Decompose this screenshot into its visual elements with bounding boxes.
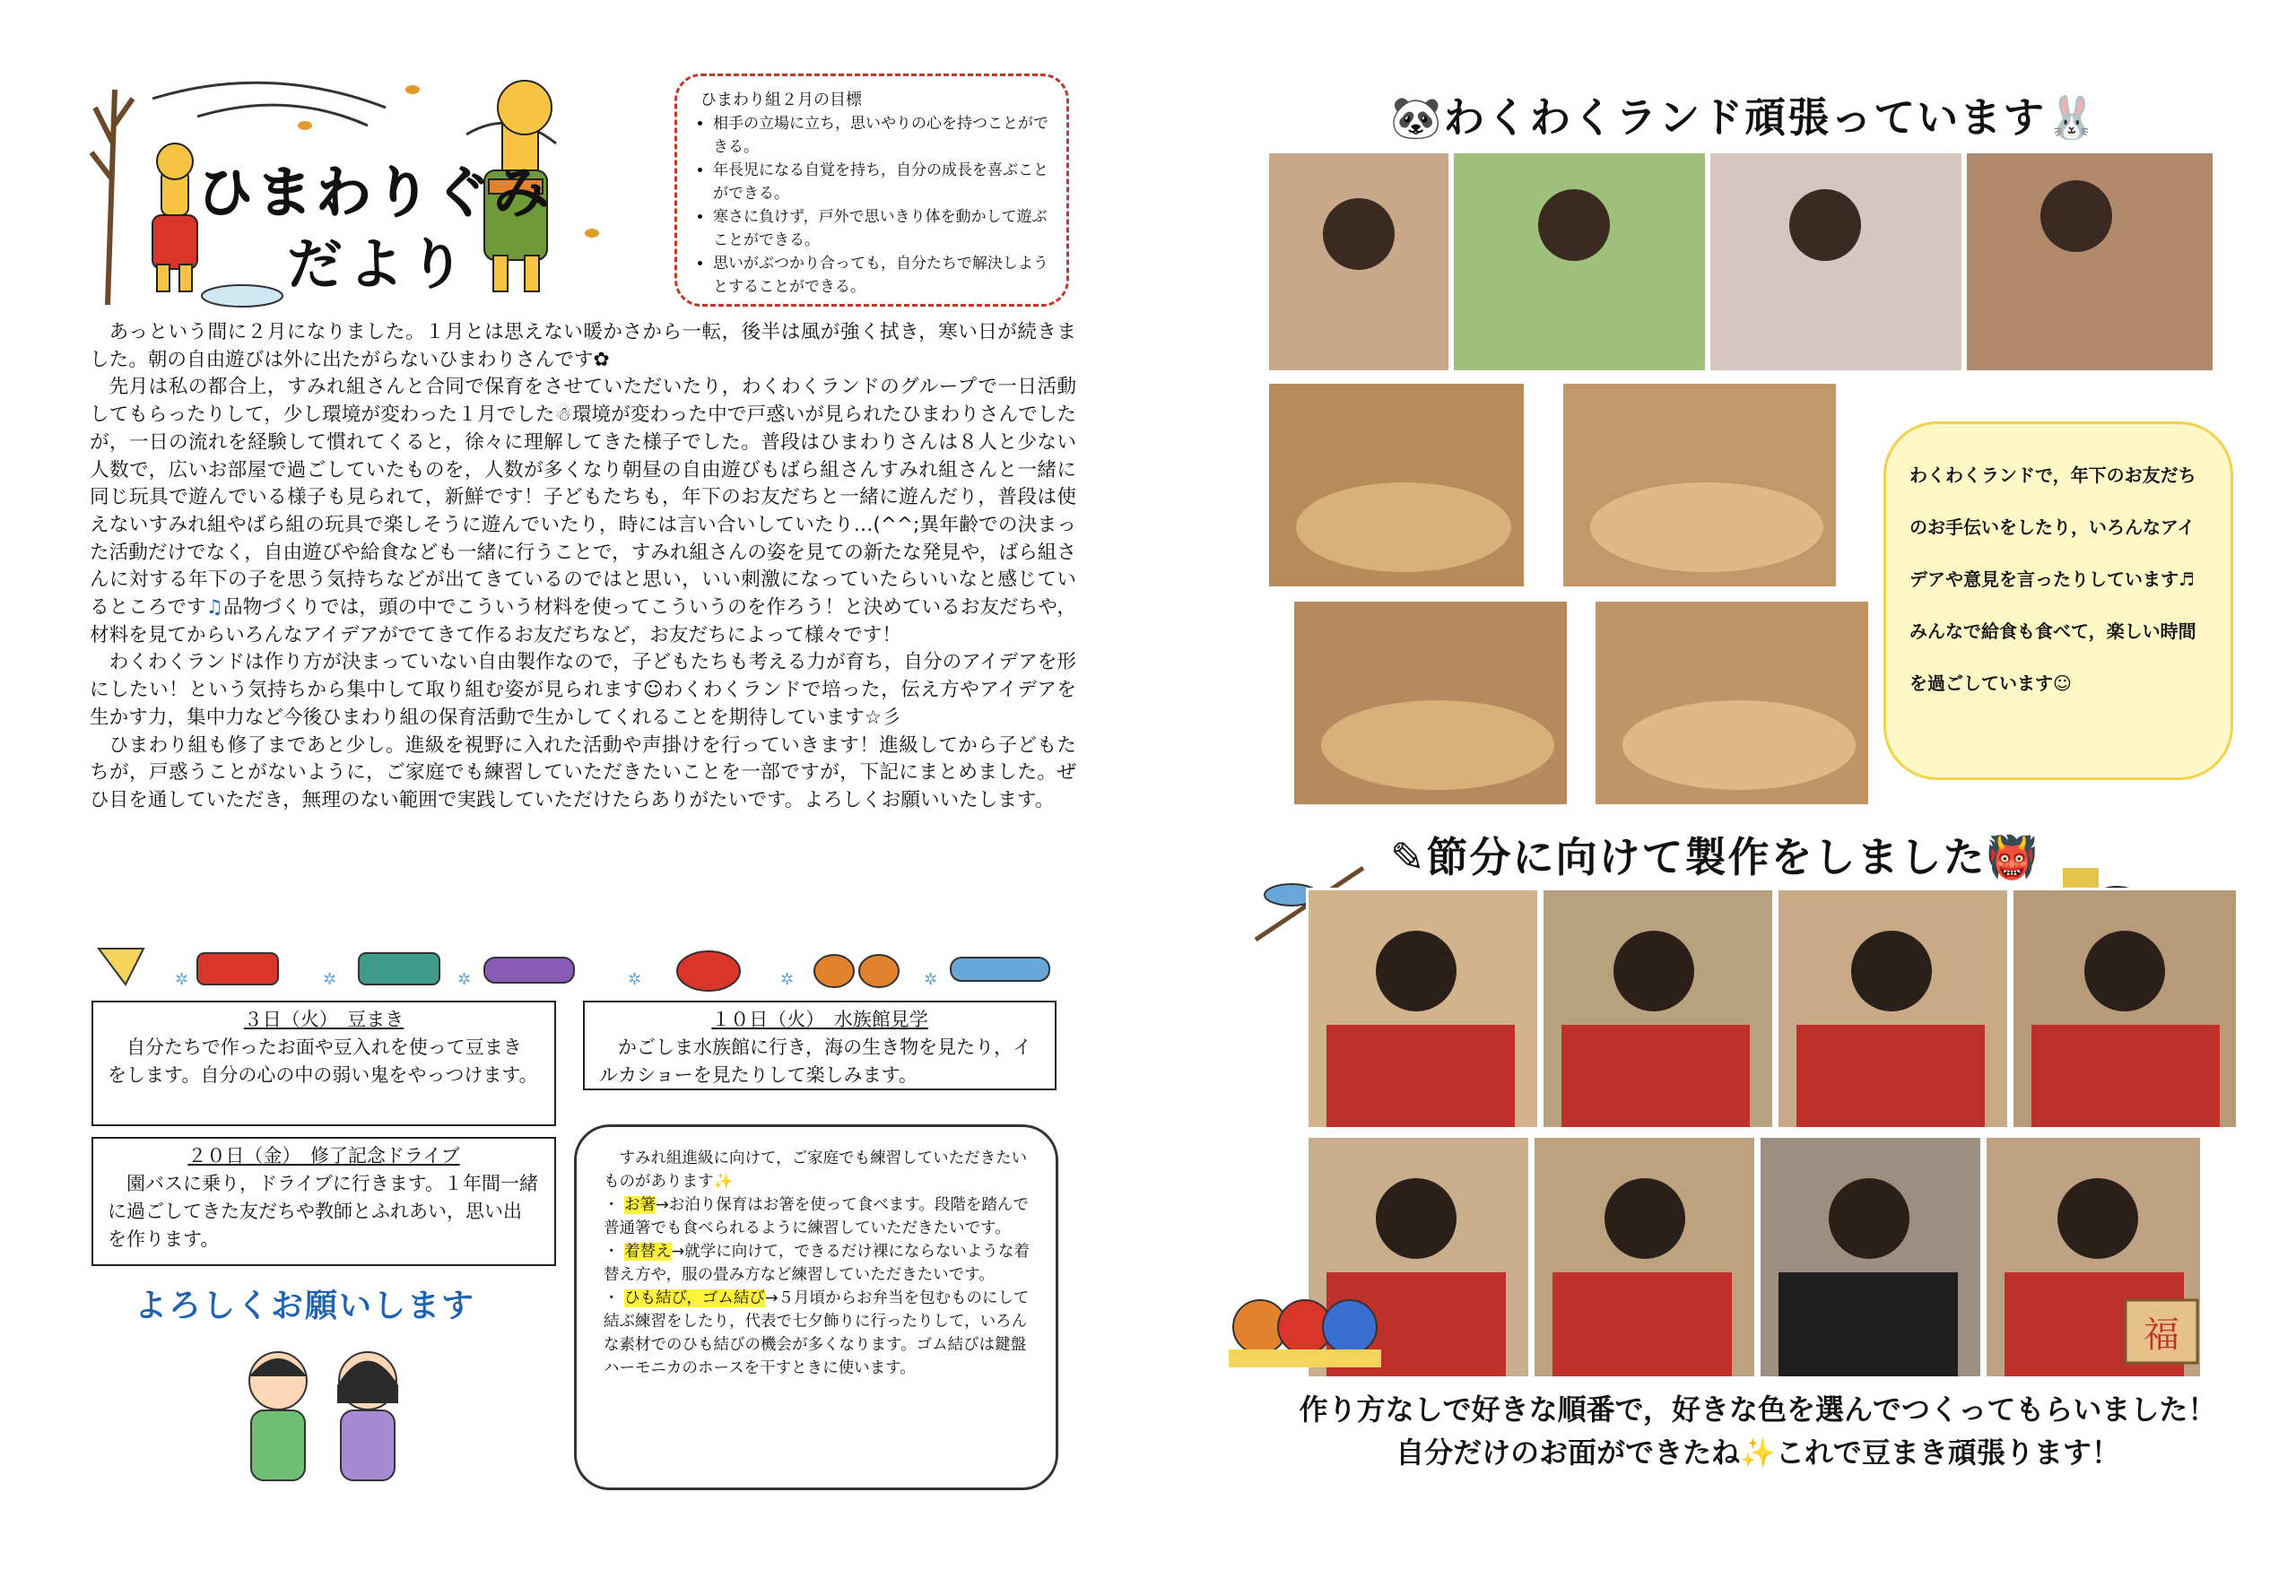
- pencil-icon: ✎: [1390, 833, 1427, 881]
- monthly-goals-box: [674, 74, 1069, 307]
- rabbit-icon: 🐰: [2046, 93, 2100, 142]
- intro-paragraph: 先月は私の都合上，すみれ組さんと合同で保育をさせていただいたり，わくわくランドのグループで一日活動してもらったりして，少し環境が変わった１月でした: [90, 376, 1076, 427]
- section-heading-wakuwaku: [1390, 85, 2100, 144]
- closing-greeting: よろしくお願いします: [135, 1288, 476, 1324]
- oni-icon: 👹: [1986, 833, 2039, 881]
- intro-paragraph: 品物づくりでは，頭の中でこういう材料を使ってこういうのを作ろう！と決めているお友だちや，材料を見てからいろんなアイデアがでてきて作るお友だちなど，お友だちによって様々です！: [90, 596, 1076, 646]
- sparkle-icon: ✨: [713, 1173, 734, 1191]
- section-heading-setsubun: [1390, 825, 2039, 884]
- photo-children-at-table: [1269, 384, 1526, 589]
- goal-item: • 年長児になる自覚を持ち，自分の成長を喜ぶことができる。: [713, 159, 1050, 205]
- section-heading-text: わくわくランド頑張っています: [1443, 93, 2047, 142]
- bowing-teachers-illustration: [233, 1340, 413, 1484]
- goal-item: • 寒さに負けず，戸外で思いきり体を動かして遊ぶことができる。: [713, 205, 1050, 252]
- practice-text: →お泊り保育はお箸を使って食べます。段階を踏んで普通箸でも食べられるように練習していただきたいです。: [604, 1196, 1029, 1237]
- event-box: [91, 1001, 556, 1126]
- masu-box-icon: [2117, 1282, 2206, 1372]
- photos-children-crafting: [1269, 153, 2215, 373]
- practice-label: お箸: [624, 1196, 657, 1214]
- smile-icon: ☺: [2053, 672, 2072, 694]
- goals-heading: ひまわり組２月の目標: [700, 91, 862, 109]
- sparkle-icon: ✨: [1740, 1436, 1776, 1470]
- smile-icon: ☺: [642, 679, 664, 702]
- flower-icon: ✿: [593, 348, 610, 371]
- practice-text: →５月頃からお弁当を包むものにして結ぶ練習をしたり，代表で七夕飾りに行ったりして，いろんな素材でのひも結びの機会が多くなります。ゴム結びは鍵盤ハーモニカのホースを干すときに使います。: [604, 1289, 1030, 1377]
- event-header: ２０日（金） 修了記念ドライブ: [187, 1145, 460, 1167]
- masu-label: 福: [2144, 1314, 2179, 1356]
- event-body: 自分たちで作ったお面や豆入れを使って豆まきをします。自分の心の中の弱い鬼をやっつけます。: [108, 1037, 538, 1086]
- caption-line: 作り方なしで好きな順番で，好きな色を選んでつくってもらいました！: [1299, 1392, 2217, 1427]
- section-heading-text: 節分に向けて製作をしました: [1426, 833, 1987, 881]
- masu-decoration: [2117, 1282, 2206, 1372]
- photo-strip-setsubun-bottom: [1306, 1135, 2203, 1379]
- clothes-art: [90, 940, 1067, 993]
- intro-paragraph: 環境が変わった中で戸惑いが見られたひまわりさんでしたが，一日の流れを経験して慣れてくると，徐々に理解してきた様子でした。普段はひまわりさんは８人と少ない人数で，広いお部屋で過ごしていたものを，人数が多くなり朝昼の自由遊びもばら組さんすみれ組さんと一緒に同じ玩具で遊んでいる様子も見られて，新鮮です！子どもたちも，年下のお友だちと一緒に遊んだり，普段は使えないすみれ組やばら組の玩具で楽しそうに遊んでいたり，時には言い合いしていたり…(^^;異年齢での決まった活動だけでなく，自由遊びや給食なども一緒に行うことで，すみれ組さんの姿を見ての新たな発見や，ばら組さんに対する年下の子を思う気持ちなどが出てきているのではと思い，いい刺激になっていたらいいなと感じているところです: [90, 403, 1076, 620]
- goal-item: • 相手の立場に立ち，思いやりの心を持つことができる。: [713, 112, 1050, 159]
- photo-table-1: [1266, 381, 1526, 589]
- intro-paragraph: わくわくランドは作り方が決まっていない自由製作なので，子どもたちも考える力が育ち，自分のアイデアを形にしたい！という気持ちから集中して取り組む姿が見られます: [90, 651, 1076, 702]
- small-giraffe-icon: [152, 143, 197, 291]
- photos-children-making-masks: [1309, 890, 2239, 1130]
- panda-icon: 🐼: [1390, 93, 1444, 142]
- practice-text: →就学に向けて，できるだけ裸にならないような着替え方や，服の畳み方など練習していただきたいです。: [604, 1243, 1030, 1284]
- photo-strip-setsubun-top: [1306, 888, 2239, 1130]
- speech-text: わくわくランドで，年下のお友だちのお手伝いをしたり，いろんなアイデアや意見を言ったりしています♬みんなで給食も食べて，楽しい時間を過ごしています: [1909, 464, 2196, 694]
- svg-text:✲: ✲: [780, 970, 795, 989]
- svg-text:✲: ✲: [175, 970, 189, 989]
- clothes-illustration-row: [90, 940, 1067, 993]
- photos-children-making-masks: [1309, 1138, 2203, 1379]
- event-header: １０日（火） 水族館見学: [711, 1009, 928, 1030]
- intro-paragraph: わくわくランドで培った，伝え方やアイデアを生かす力，集中力など今後ひまわり組の保育活動で生かしてくれることを期待しています☆彡: [90, 679, 1076, 729]
- home-practice-bubble: すみれ組進級に向けて，ご家庭でも練習していただきたいものがあります✨ ・ お箸→お泊り保育はお箸を使って食べます。段階を踏んで普通箸でも食べられるように練習していただきたいです。 ・ 着替え→就学に向けて，できるだけ裸にならないような着替え方や，服の畳み方など練習していただきたいです。 ・ ひも結び，ゴム結び→５月頃からお弁当を包むものにして結ぶ練習をしたり，代表で七夕飾りに行ったりして，いろんな素材でのひも結びの機会が多くなります。ゴム結びは鍵盤ハーモニカのホースを干すときに使います。: [574, 1124, 1058, 1490]
- photo-children-at-table: [1596, 602, 1871, 807]
- intro-paragraph: ひまわり組も修了まであと少し。進級を視野に入れた活動や声掛けを行っていきます！進級してから子どもたちが，戸惑うことがないように，ご家庭でも練習していただきたいことを一部ですが，下記にまとめました。ぜひ目を通していただき，無理のない範囲で実践していただけたらありがたいです。よろしくお願いいたします。: [90, 733, 1076, 811]
- goal-item: • 思いがぶつかり合っても，自分たちで解決しようとすることができる。: [713, 252, 1050, 299]
- event-box: [583, 1001, 1057, 1090]
- svg-text:✲: ✲: [323, 970, 337, 989]
- svg-text:✲: ✲: [924, 970, 938, 989]
- photo-children-at-table: [1294, 602, 1570, 807]
- intro-paragraph: あっという間に２月になりました。１月とは思えない暖かさから一転，後半は風が強く拭き，寒い日が続きました。朝の自由遊びは外に出たがらないひまわりさんです: [90, 321, 1076, 371]
- event-box: [91, 1137, 556, 1266]
- intro-text: [90, 319, 1076, 815]
- caption-line: これで豆まき頑張ります！: [1775, 1436, 2120, 1470]
- caption-line: 自分だけのお面ができたね: [1396, 1436, 1741, 1470]
- photo-table-2: [1561, 381, 1839, 589]
- photo-table-3: [1292, 599, 1570, 807]
- practice-intro: すみれ組進級に向けて，ご家庭でも練習していただきたいものがあります: [604, 1149, 1028, 1191]
- bowing-figures-icon: [233, 1340, 413, 1484]
- oni-masks-icon: [1229, 1273, 1381, 1372]
- practice-label: ひも結び，ゴム結び: [624, 1289, 765, 1307]
- newsletter-title-line2: だより: [287, 231, 471, 297]
- photo-strip-top: [1266, 151, 2215, 373]
- music-note-icon: ♫: [205, 596, 223, 620]
- wakuwaku-speech-bubble: [1883, 421, 2233, 780]
- event-body: 園バスに乗り，ドライブに行きます。１年間一緒に過ごしてきた友だちや教師とふれあい，思い出を作ります。: [108, 1173, 539, 1250]
- photo-children-at-table: [1563, 384, 1839, 589]
- setsubun-caption: [1256, 1388, 2260, 1474]
- event-header: ３日（火） 豆まき: [243, 1009, 404, 1030]
- svg-text:✲: ✲: [457, 970, 472, 989]
- snowman-icon: ☃: [554, 403, 572, 427]
- newsletter-title-line1: ひまわりぐみ: [197, 160, 553, 225]
- photo-table-4: [1593, 599, 1871, 807]
- svg-text:✲: ✲: [628, 970, 642, 989]
- goals-list: [700, 112, 1050, 299]
- oni-trio-decoration: [1229, 1273, 1381, 1372]
- practice-label: 着替え: [624, 1243, 672, 1261]
- event-body: かごしま水族館に行き，海の生き物を見たり，イルカショーを見たりして楽しみます。: [599, 1037, 1032, 1086]
